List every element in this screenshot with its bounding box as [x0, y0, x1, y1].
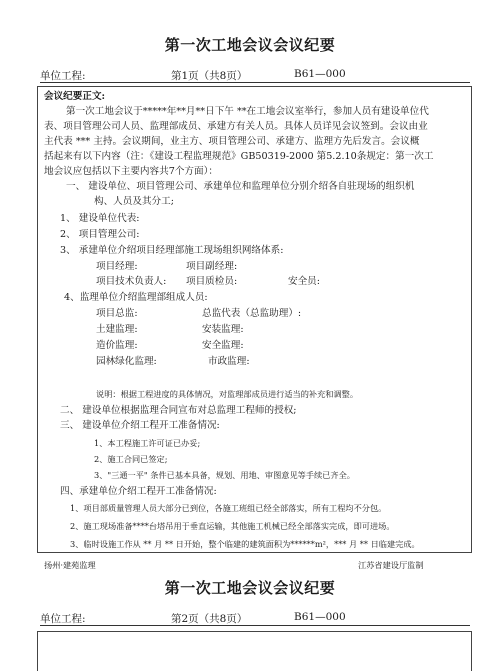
project-label: 单位工程:: [40, 70, 86, 82]
intro-line: 主代表 *** 主持。会议期间，业主方、项目管理公司、承建方、监理方先后发言。会议概: [44, 136, 420, 147]
section-one: 一、 建设单位、项目管理公司、承建单位和监理单位分别介绍各自驻现场的组织机: [66, 181, 415, 192]
sub-item: 4、监理单位介绍监理部组成人员:: [64, 292, 208, 303]
sup-field: 安全监理:: [202, 340, 244, 351]
sub-item: 2、 项目管理公司:: [60, 229, 140, 240]
sup-field: 总监代表（总监助理）:: [202, 308, 302, 319]
footer-left: 扬州·建苑监理: [44, 560, 96, 570]
intro-line: 地会议应包括以下主要内容共7个方面）：: [44, 166, 218, 177]
page-title: 第一次工地会议会议纪要: [164, 579, 336, 597]
body-heading: 会议纪要正文:: [44, 91, 106, 102]
section-one-cont: 构、人员及其分工;: [94, 196, 174, 207]
page-number: 第2页（共8页）: [171, 613, 248, 625]
pm-field: 安全员:: [288, 276, 321, 287]
footer-right: 江苏省建设厅监制: [358, 560, 424, 570]
pm-field: 项目副经理:: [186, 261, 238, 272]
page-title: 第一次工地会议会议纪要: [164, 36, 336, 54]
intro-line: 括起来有以下内容（注：《建设工程监理规范》GB50319-2000 第5.2.10条规定：第一次工: [44, 151, 434, 162]
contractor-item: 1、项目部质量管理人员大部分已到位，各施工班组已经全部落实，所有工程均不分包。: [70, 503, 387, 513]
sup-field: 安装监理:: [202, 324, 244, 335]
sup-field: 市政监理:: [208, 356, 250, 367]
section-two: 二、 建设单位根据监理合同宣布对总监理工程师的授权;: [60, 405, 297, 416]
sup-field: 造价监理:: [96, 340, 138, 351]
form-code: B61—000: [294, 68, 346, 80]
pm-field: 项目技术负责人:: [96, 276, 167, 287]
staffing-note: 说明：根据工程进度的具体情况，对监理部成员进行适当的补充和调整。: [96, 389, 359, 399]
sub-item: 3、 承建单位介绍项目经理部施工现场组织网络体系:: [60, 245, 284, 256]
pm-field: 项目质检员:: [186, 276, 238, 287]
sub-item: 1、 建设单位代表:: [60, 213, 140, 224]
intro-line: 第一次工地会议于*****年**月**日下午 **在工地会议室举行，参加人员有建设单位代: [66, 106, 429, 117]
form-code: B61—000: [294, 611, 346, 623]
intro-line: 表、项目管理公司人员、监理部成员、承建方有关人员。具体人员详见会议签到。会议由业: [44, 121, 428, 132]
sup-field: 土建监理:: [96, 324, 138, 335]
minutes-body: [37, 86, 472, 553]
prep-item: 3、"三通一平" 条件已基本具备，规划、用地、审图意见等手续已齐全。: [94, 470, 355, 480]
project-label: 单位工程:: [40, 613, 86, 625]
contractor-item: 3、临时设施工作从 ** 月 ** 日开始，整个临建的建筑面积为******m²，*** 月 ** 日临建完成。: [70, 539, 420, 549]
page-number: 第1页（共8页）: [171, 70, 248, 82]
pm-field: 项目经理:: [96, 261, 138, 272]
page-header: [40, 68, 470, 83]
minutes-body: [37, 631, 472, 671]
prep-item: 2、施工合同已签定;: [94, 454, 168, 464]
section-three: 三、 建设单位介绍工程开工准备情况:: [60, 420, 220, 431]
sup-field: 项目总监:: [96, 308, 138, 319]
page-header: [40, 611, 470, 626]
section-four: 四、承建单位介绍工程开工准备情况:: [60, 486, 217, 497]
sup-field: 园林绿化监理:: [96, 356, 157, 367]
contractor-item: 2、施工现场准备****台塔吊用于垂直运输，其他施工机械已经全部落实完成，即可进场。: [70, 521, 395, 531]
prep-item: 1、本工程施工许可证已办妥;: [94, 438, 201, 448]
